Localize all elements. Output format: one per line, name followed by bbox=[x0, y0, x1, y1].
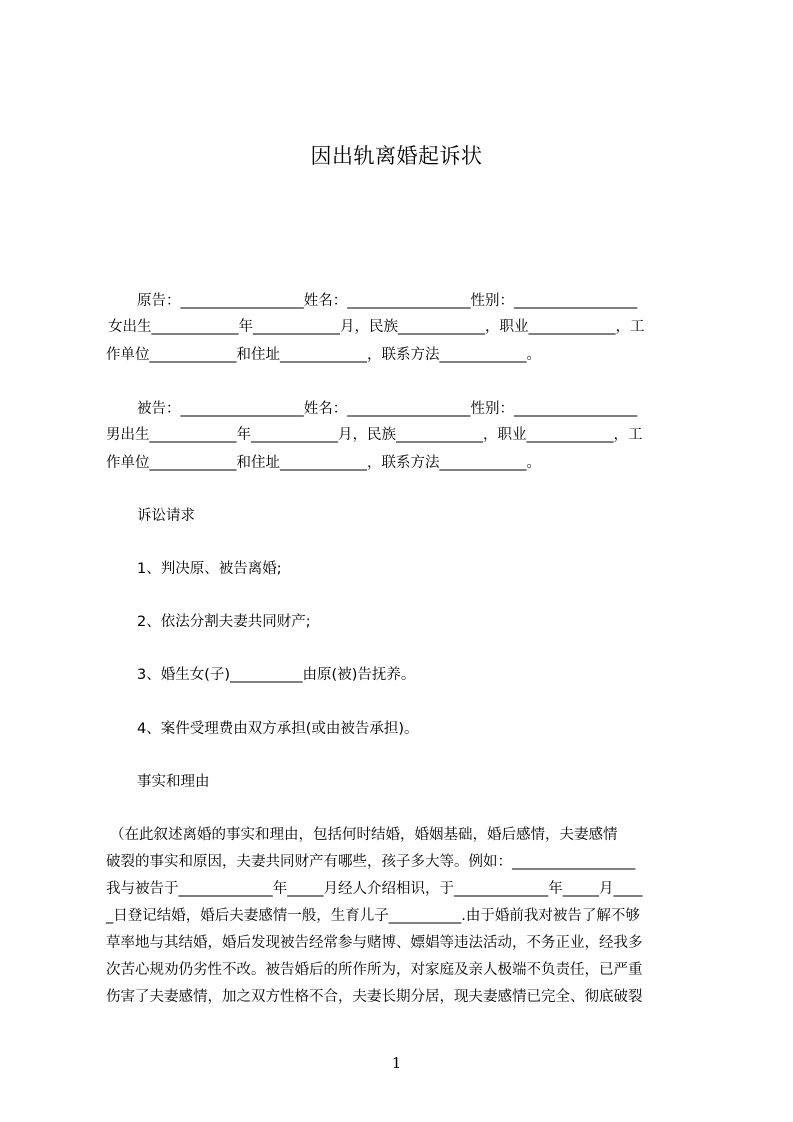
defendant-line-3: 作单位____________和住址____________，联系方法____________。 bbox=[106, 455, 541, 471]
defendant-line-1: 被告：_________________姓名：_________________性别：_________________ bbox=[137, 401, 638, 417]
facts-line: 草率地与其结婚，婚后发现被告经常参与赌博、嫖娼等违法活动，不务正业，经我多 bbox=[106, 935, 643, 951]
document-title: 因出轨离婚起诉状 bbox=[310, 144, 483, 168]
plaintiff-line-1: 原告：_________________姓名：_________________性别：_________________ bbox=[137, 293, 638, 309]
claim-item: 1、判决原、被告离婚; bbox=[137, 561, 282, 577]
claim-item: 3、婚生女(子)__________由原(被)告抚养。 bbox=[137, 667, 416, 683]
claim-item: 2、依法分割夫妻共同财产; bbox=[137, 614, 311, 630]
plaintiff-line-3: 作单位____________和住址____________，联系方法____________。 bbox=[106, 347, 541, 363]
facts-line: _日登记结婚，婚后夫妻感情一般，生育儿子__________.由于婚前我对被告了解不够 bbox=[106, 908, 640, 924]
facts-line: 次苦心规劝仍劣性不改。被告婚后的所作所为，对家庭及亲人极端不负责任，已严重 bbox=[106, 962, 643, 978]
facts-line: 伤害了夫妻感情，加之双方性格不合，夫妻长期分居，现夫妻感情已完全、彻底破裂 bbox=[106, 989, 643, 1005]
facts-heading: 事实和理由 bbox=[137, 774, 210, 790]
facts-line: 破裂的事实和原因，夫妻共同财产有哪些，孩子多大等。例如：_________________ bbox=[106, 854, 636, 870]
facts-line: 我与被告于_____________年_____月经人介绍相识，于_____________年_____月____ bbox=[106, 881, 643, 897]
claims-heading: 诉讼请求 bbox=[137, 508, 195, 524]
facts-line: （在此叙述离婚的事实和理由，包括何时结婚，婚姻基础，婚后感情，夫妻感情 bbox=[110, 827, 618, 843]
plaintiff-line-2: 女出生____________年____________月，民族____________，职业____________，工 bbox=[108, 319, 645, 335]
defendant-line-2: 男出生____________年____________月，民族____________，职业____________，工 bbox=[106, 427, 643, 443]
page-number: 1 bbox=[391, 1054, 402, 1072]
claim-item: 4、案件受理费由双方承担(或由被告承担)。 bbox=[137, 721, 419, 737]
